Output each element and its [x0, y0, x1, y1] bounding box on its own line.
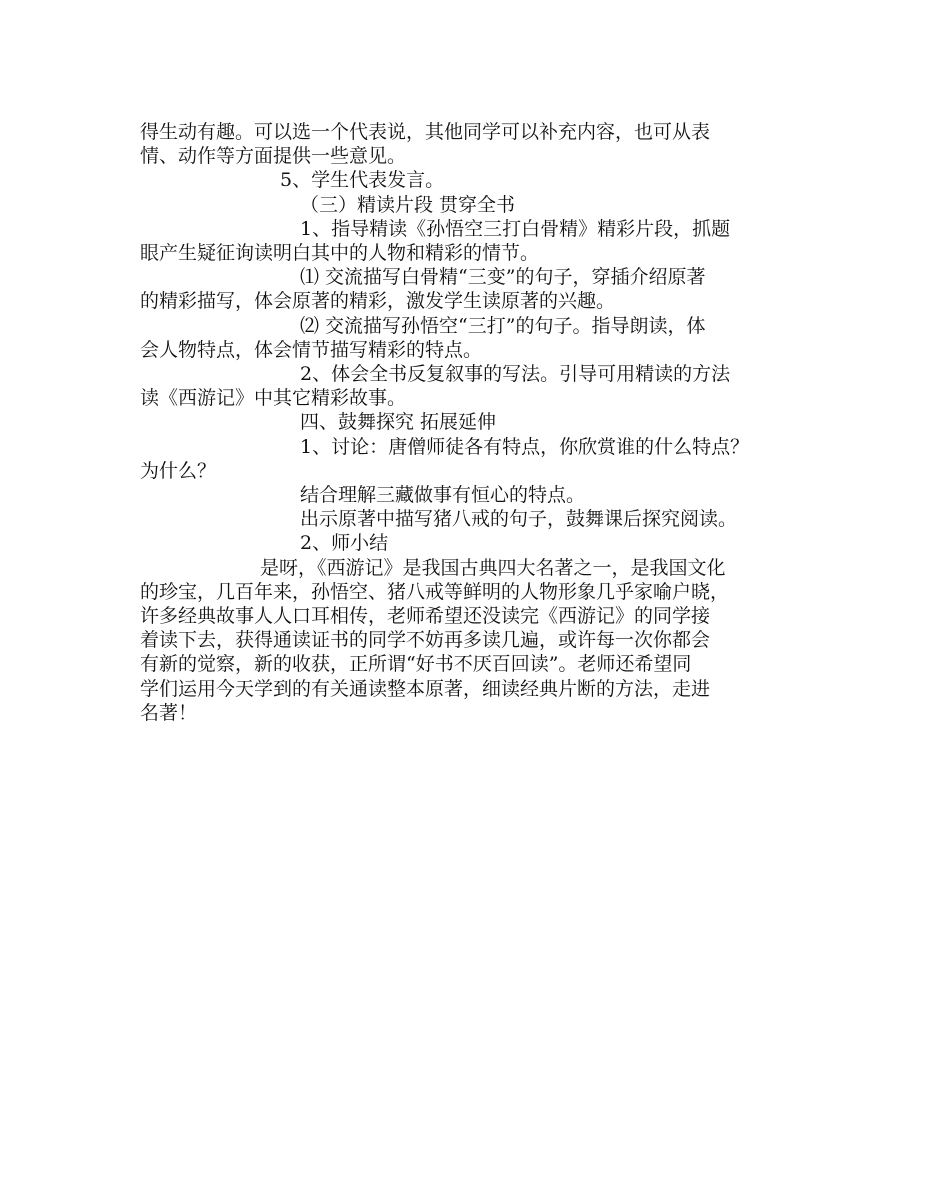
- paragraph-line: （三）精读片段 贯穿全书: [300, 193, 516, 216]
- paragraph-line: ⑴ 交流描写白骨精“三变”的句子，穿插介绍原著: [300, 266, 706, 289]
- paragraph-2: [140, 168, 830, 192]
- paragraph-13: [140, 556, 830, 725]
- paragraph-line: 情、动作等方面提供一些意见。: [140, 145, 407, 168]
- paragraph-line: 眼产生疑征询读明白其中的人物和精彩的情节。: [140, 242, 540, 265]
- paragraph-line: ⑵ 交流描写孙悟空“三打”的句子。指导朗读，体: [300, 314, 706, 337]
- paragraph-12: [140, 531, 830, 555]
- paragraph-line: 着读下去，获得通读证书的同学不妨再多读几遍，或许每一次你都会: [140, 629, 711, 652]
- paragraph-line: 学们运用今天学到的有关通读整本原著，细读经典片断的方法，走进: [140, 677, 711, 700]
- paragraph-line: 名著！: [140, 701, 198, 724]
- paragraph-7: [140, 362, 830, 410]
- document-body: [140, 120, 830, 725]
- paragraph-line: 的珍宝，几百年来，孙悟空、猪八戒等鲜明的人物形象几乎家喻户晓，: [140, 580, 730, 603]
- paragraph-9: [140, 435, 830, 483]
- paragraph-line: 有新的觉察，新的收获，正所谓“好书不厌百回读”。老师还希望同: [140, 653, 692, 676]
- paragraph-6: [140, 314, 830, 362]
- paragraph-line: 2、师小结: [300, 532, 389, 555]
- paragraph-1: [140, 120, 830, 168]
- paragraph-line: 的精彩描写，体会原著的精彩，激发学生读原著的兴趣。: [140, 290, 616, 313]
- paragraph-line: 出示原著中描写猪八戒的句子，鼓舞课后探究阅读。: [300, 508, 738, 531]
- paragraph-line: 得生动有趣。可以选一个代表说，其他同学可以补充内容，也可从表: [140, 121, 711, 143]
- paragraph-line: 许多经典故事人人口耳相传，老师希望还没读完《西游记》的同学接: [140, 605, 711, 628]
- paragraph-line: 1、讨论：唐僧师徒各有特点，你欣赏谁的什么特点？: [300, 435, 750, 458]
- paragraph-line: 读《西游记》中其它精彩故事。: [140, 387, 407, 410]
- paragraph-line: 结合理解三藏做事有恒心的特点。: [300, 484, 586, 507]
- paragraph-line: 四、鼓舞探究 拓展延伸: [300, 411, 497, 434]
- section-heading-3: [140, 193, 830, 217]
- paragraph-line: 1、指导精读《孙悟空三打白骨精》精彩片段，抓题: [300, 217, 731, 240]
- paragraph-5: [140, 265, 830, 313]
- paragraph-line: 5、学生代表发言。: [280, 169, 445, 192]
- paragraph-10: [140, 483, 830, 507]
- paragraph-4: [140, 217, 830, 265]
- paragraph-line: 2、体会全书反复叙事的写法。引导可用精读的方法: [300, 363, 731, 386]
- section-heading-4: [140, 410, 830, 434]
- paragraph-line: 为什么？: [140, 459, 217, 482]
- paragraph-line: 会人物特点，体会情节描写精彩的特点。: [140, 338, 483, 361]
- paragraph-line: 是呀，《西游记》是我国古典四大名著之一，是我国文化: [260, 556, 726, 579]
- paragraph-11: [140, 507, 830, 531]
